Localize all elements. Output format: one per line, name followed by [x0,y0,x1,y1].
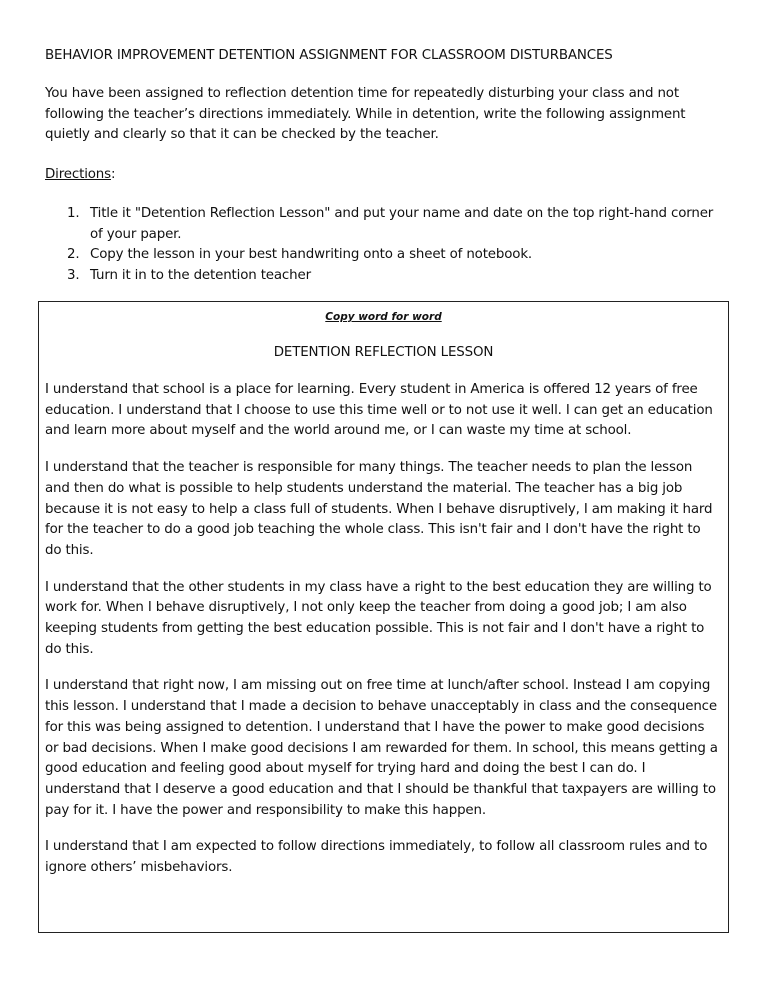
directions-item-text: Turn it in to the detention teacher [90,268,311,284]
directions-item-number: 1. [67,206,80,221]
lesson-paragraph: I understand that the other students in my class have a right to the best education they are willing to work for. When I behave disruptively, I not only keep the teacher from doing a good job; I am also keeping students from getting the best education possible. This is not fair and I don't have a right to do this. [45,579,712,657]
copy-note: Copy word for word [325,311,442,323]
intro-section [45,84,725,146]
directions-item-number: 2. [67,247,80,263]
lesson-paragraph: I understand that right now, I am missing out on free time at lunch/after school. Instead I am copying this lesson. I understand that I made a decision to behave unacceptably in class and the consequence for this was being assigned to detention. I understand that I have the power to make good decisions or bad decisions. When I make good decisions I am rewarded for them. In school, this means getting a good education and feeling good about myself for trying hard and doing the best I can do. I understand that I deserve a good education and that I should be thankful that taxpayers are willing to pay for it. I have the power and responsibility to make this happen. [45,678,718,818]
directions-label-colon: : [110,167,116,182]
directions-list [67,204,727,287]
lesson-paragraph: I understand that I am expected to follow directions immediately, to follow all classroom rules and to ignore others’ misbehaviors. [45,839,708,876]
directions-item [67,204,727,245]
document-heading: BEHAVIOR IMPROVEMENT DETENTION ASSIGNMENT FOR CLASSROOM DISTURBANCES [45,48,613,63]
lesson-body [45,380,721,895]
directions-item-number: 3. [67,268,80,284]
directions-label-text: Directions [45,167,111,182]
lesson-box [38,301,729,933]
directions-label [45,165,115,186]
intro-paragraph: You have been assigned to reflection detention time for repeatedly disturbing your class and not following the teacher’s directions immediately. While in detention, write the following assignment quietly and clearly so that it can be checked by the teacher. [45,86,686,143]
lesson-paragraph: I understand that the teacher is responsible for many things. The teacher needs to plan the lesson and then do what is possible to help students understand the material. The teacher has a big job because it is not easy to help a class full of students. When I behave disruptively, I am making it hard for the teacher to do a good job teaching the whole class. This isn't fair and I don't have the right to do this. [45,460,713,558]
directions-item-text: Copy the lesson in your best handwriting onto a sheet of notebook. [90,247,533,263]
directions-item [67,245,727,266]
lesson-title: DETENTION REFLECTION LESSON [273,345,494,360]
directions-item [67,266,727,287]
directions-item-text: Title it "Detention Reflection Lesson" and put your name and date on the top right-hand corner of your paper. [90,206,714,242]
lesson-paragraph: I understand that school is a place for learning. Every student in America is offered 12 years of free education. I understand that I choose to use this time well or to not use it well. I can get an education and learn more about myself and the world around me, or I can waste my time at school. [45,382,713,439]
